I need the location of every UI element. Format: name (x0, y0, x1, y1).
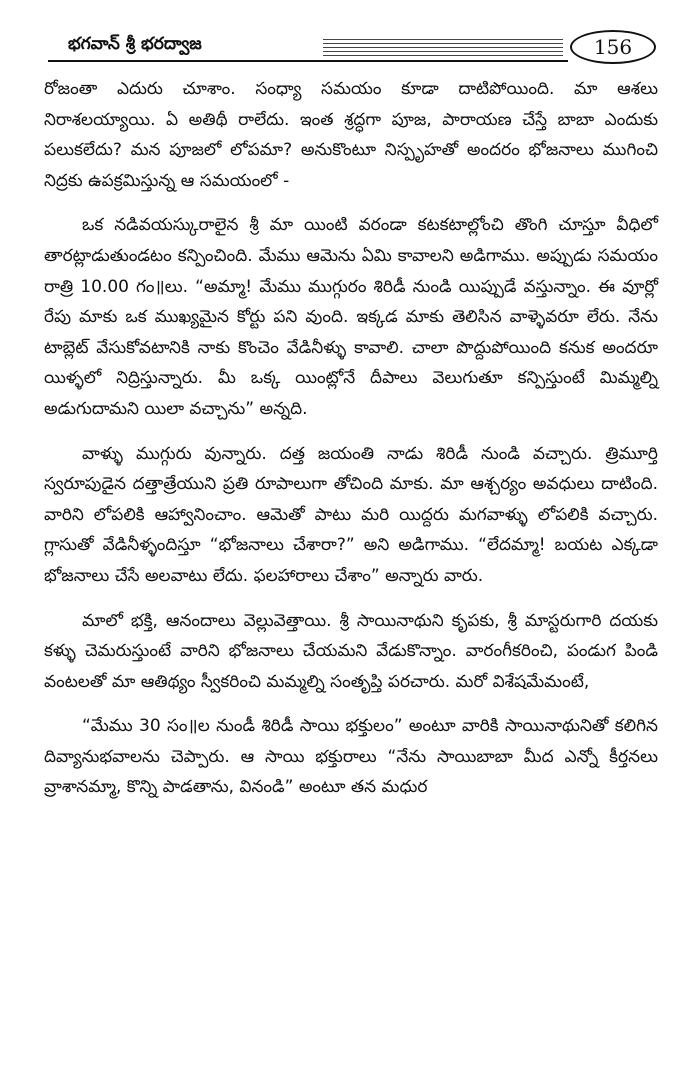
header-divider (48, 60, 568, 62)
header-ornament-lines (323, 36, 563, 58)
paragraph-5: “మేము 30 సం॥ల నుండీ శిరిడీ సాయి భక్తులం” అంటూ వారికి సాయినాథునితో కలిగిన దివ్యానుభవాలను చెప్పారు. ఆ సాయి భక్తురాలు “నేను సాయిబాబా మీద ఎన్నో కీర్తనలు వ్రాశానమ్మా, కొన్ని పాడతాను, వినండి” అంటూ తన మధుర (44, 716, 658, 798)
running-header (48, 30, 656, 62)
page-body (44, 74, 658, 817)
book-title: భగవాన్ శ్రీ భరద్వాజ (68, 34, 202, 54)
paragraph-4: మాలో భక్తి, ఆనందాలు వెల్లువెత్తాయి. శ్రీ సాయినాథుని కృపకు, శ్రీ మాస్టరుగారి దయకు కళ్ళు చెమరుస్తుంటే వారిని భోజనాలు చేయమని వేడుకొన్నాం. వారంగీకరించి, పండుగ పిండి వంటలతో మా ఆతిథ్యం స్వీకరించి మమ్మల్ని సంతృప్తి పరచారు. మరో విశేషమేమంటే, (44, 610, 658, 692)
paragraph-3: వాళ్ళు ముగ్గురు వున్నారు. దత్త జయంతి నాడు శిరిడీ నుండి వచ్చారు. త్రిమూర్తి స్వరూపుడైన దత్తాత్రేయుని ప్రతి రూపాలుగా తోచింది మాకు. మా ఆశ్చర్యం అవధులు దాటింది. వారిని లోపలికి ఆహ్వానించాం. ఆమెతో పాటు మరి యిద్దరు మగవాళ్ళు లోపలికి వచ్చారు. గ్లాసుతో వేడినీళ్ళందిస్తూ “భోజనాలు చేశారా?” అని అడిగాము. “లేదమ్మా! బయట ఎక్కడా భోజనాలు చేసే అలవాటు లేదు. ఫలహారాలు చేశాం” అన్నారు వారు. (44, 443, 658, 586)
page-number: 156 (570, 30, 656, 64)
paragraph-1: రోజంతా ఎదురు చూశాం. సంధ్యా సమయం కూడా దాటిపోయింది. మా ఆశలు నిరాశలయ్యాయి. ఏ అతిథీ రాలేదు. ఇంత శ్రద్ధగా పూజ, పారాయణ చేస్తే బాబా ఎందుకు పలుకలేదు? మన పూజలో లోపమా? అనుకొంటూ నిస్పృహతో అందరం భోజనాలు ముగించి నిద్రకు ఉపక్రమిస్తున్న ఆ సమయంలో - (44, 79, 658, 191)
paragraph-2: ఒక నడివయస్కురాలైన శ్రీ మా యింటి వరండా కటకటాల్లోంచి తొంగి చూస్తూ వీధిలో తారట్లాడుతుండటం కన్పించింది. మేము ఆమెను ఏమి కావాలని అడిగాము. అప్పుడు సమయం రాత్రి 10.00 గం॥లు. “అమ్మా! మేము ముగ్గురం శిరిడీ నుండి యిప్పుడే వస్తున్నాం. ఈ వూర్లో రేపు మాకు ఒక ముఖ్యమైన కోర్టు పని వుంది. ఇక్కడ మాకు తెలిసిన వాళ్ళెవరూ లేరు. నేను టాబ్లెట్ వేసుకోవటానికి నాకు కొంచెం వేడినీళ్ళు కావాలి. చాలా పొద్దుపోయింది కనుక అందరూ యిళ్ళలో నిద్రిస్తున్నారు. మీ ఒక్క యింట్లోనే దీపాలు వెలుగుతూ కన్పిస్తుంటే మిమ్మల్ని అడుగుదామని యిలా వచ్చాను” అన్నది. (44, 215, 658, 419)
